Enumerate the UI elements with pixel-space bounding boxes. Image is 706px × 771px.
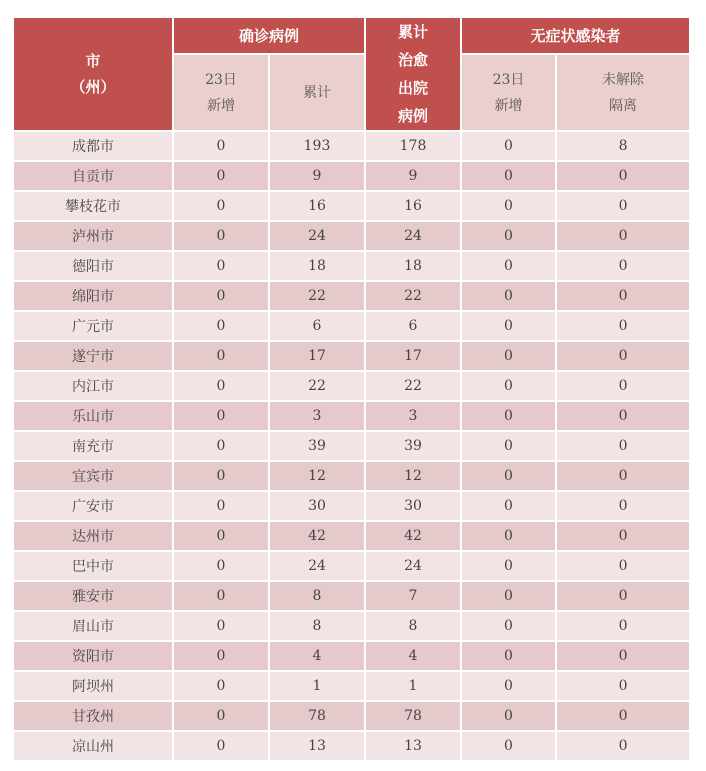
cell-asymptomatic-new: 0 (461, 581, 556, 611)
cell-asymptomatic-isolated: 0 (556, 191, 690, 221)
cell-asymptomatic-isolated: 0 (556, 641, 690, 671)
cell-confirmed-new: 0 (173, 401, 269, 431)
cell-confirmed-new: 0 (173, 191, 269, 221)
cell-cured: 24 (365, 551, 461, 581)
table-row (13, 371, 690, 401)
cell-asymptomatic-isolated: 0 (556, 731, 690, 761)
table-row (13, 461, 690, 491)
cell-asymptomatic-new: 0 (461, 251, 556, 281)
cell-asymptomatic-new: 0 (461, 641, 556, 671)
cell-confirmed-total: 17 (269, 341, 365, 371)
cell-asymptomatic-isolated: 0 (556, 251, 690, 281)
cell-confirmed-total: 24 (269, 551, 365, 581)
cell-city: 达州市 (13, 521, 173, 551)
table-body (13, 131, 690, 761)
cell-asymptomatic-new: 0 (461, 311, 556, 341)
cell-cured: 12 (365, 461, 461, 491)
cell-confirmed-new: 0 (173, 521, 269, 551)
cell-asymptomatic-new: 0 (461, 551, 556, 581)
cell-confirmed-new: 0 (173, 281, 269, 311)
cell-cured: 24 (365, 221, 461, 251)
cell-confirmed-total: 13 (269, 731, 365, 761)
cell-cured: 6 (365, 311, 461, 341)
header-cured-line: 治愈 (398, 51, 429, 69)
cell-asymptomatic-new: 0 (461, 191, 556, 221)
header-asymptomatic-isolated (556, 54, 690, 131)
cell-confirmed-new: 0 (173, 551, 269, 581)
cell-asymptomatic-new: 0 (461, 671, 556, 701)
cell-cured: 30 (365, 491, 461, 521)
cell-confirmed-total: 24 (269, 221, 365, 251)
cell-city: 阿坝州 (13, 671, 173, 701)
cell-confirmed-new: 0 (173, 671, 269, 701)
cell-confirmed-new: 0 (173, 341, 269, 371)
header-confirmed-new-line: 23日 (205, 71, 237, 88)
table-row (13, 521, 690, 551)
cell-city: 眉山市 (13, 611, 173, 641)
cell-cured: 16 (365, 191, 461, 221)
cell-confirmed-total: 9 (269, 161, 365, 191)
cell-asymptomatic-isolated: 0 (556, 551, 690, 581)
cell-confirmed-new: 0 (173, 131, 269, 161)
cell-confirmed-new: 0 (173, 371, 269, 401)
cell-asymptomatic-isolated: 0 (556, 671, 690, 701)
header-confirmed-total: 累计 (269, 54, 365, 131)
table-row (13, 731, 690, 761)
cell-cured: 178 (365, 131, 461, 161)
table-row (13, 191, 690, 221)
table-row (13, 431, 690, 461)
header-asymptomatic-group: 无症状感染者 (461, 17, 690, 54)
cell-asymptomatic-new: 0 (461, 371, 556, 401)
cell-city: 德阳市 (13, 251, 173, 281)
cell-city: 内江市 (13, 371, 173, 401)
cell-asymptomatic-isolated: 0 (556, 581, 690, 611)
cell-asymptomatic-isolated: 0 (556, 221, 690, 251)
cell-cured: 3 (365, 401, 461, 431)
cell-confirmed-new: 0 (173, 461, 269, 491)
cell-cured: 17 (365, 341, 461, 371)
cell-asymptomatic-new: 0 (461, 221, 556, 251)
cell-cured: 9 (365, 161, 461, 191)
cell-asymptomatic-new: 0 (461, 461, 556, 491)
header-asymptomatic-new (461, 54, 556, 131)
cell-asymptomatic-new: 0 (461, 401, 556, 431)
table-row (13, 701, 690, 731)
cell-cured: 22 (365, 371, 461, 401)
table-row (13, 611, 690, 641)
cell-cured: 8 (365, 611, 461, 641)
cell-confirmed-new: 0 (173, 311, 269, 341)
table-row (13, 341, 690, 371)
header-cured-line: 病例 (398, 107, 429, 125)
cell-city: 巴中市 (13, 551, 173, 581)
cell-confirmed-total: 3 (269, 401, 365, 431)
cell-asymptomatic-new: 0 (461, 611, 556, 641)
cell-cured: 4 (365, 641, 461, 671)
cell-confirmed-new: 0 (173, 731, 269, 761)
cell-confirmed-total: 78 (269, 701, 365, 731)
cell-cured: 18 (365, 251, 461, 281)
cell-confirmed-total: 30 (269, 491, 365, 521)
cell-asymptomatic-isolated: 0 (556, 431, 690, 461)
header-cured (365, 17, 461, 131)
cell-confirmed-total: 1 (269, 671, 365, 701)
cell-asymptomatic-new: 0 (461, 281, 556, 311)
cell-confirmed-total: 8 (269, 581, 365, 611)
cell-confirmed-total: 193 (269, 131, 365, 161)
cell-asymptomatic-new: 0 (461, 731, 556, 761)
cell-cured: 7 (365, 581, 461, 611)
table-row (13, 131, 690, 161)
table-row (13, 581, 690, 611)
cell-confirmed-new: 0 (173, 251, 269, 281)
header-city (13, 17, 173, 131)
cell-asymptomatic-isolated: 0 (556, 311, 690, 341)
cell-asymptomatic-new: 0 (461, 491, 556, 521)
cell-confirmed-new: 0 (173, 161, 269, 191)
cell-asymptomatic-isolated: 0 (556, 521, 690, 551)
table-row (13, 221, 690, 251)
header-city-line: （州） (70, 78, 116, 96)
cell-confirmed-new: 0 (173, 701, 269, 731)
cell-cured: 22 (365, 281, 461, 311)
cell-asymptomatic-isolated: 0 (556, 281, 690, 311)
table-row (13, 551, 690, 581)
header-confirmed-new-line: 新增 (207, 97, 235, 114)
cell-city: 资阳市 (13, 641, 173, 671)
cell-confirmed-total: 6 (269, 311, 365, 341)
cell-confirmed-new: 0 (173, 491, 269, 521)
table-row (13, 671, 690, 701)
cell-confirmed-new: 0 (173, 641, 269, 671)
cell-asymptomatic-isolated: 8 (556, 131, 690, 161)
cell-confirmed-total: 12 (269, 461, 365, 491)
table-row (13, 401, 690, 431)
cell-city: 绵阳市 (13, 281, 173, 311)
cell-asymptomatic-new: 0 (461, 701, 556, 731)
table-row (13, 161, 690, 191)
cell-confirmed-total: 39 (269, 431, 365, 461)
cell-asymptomatic-isolated: 0 (556, 701, 690, 731)
cell-city: 攀枝花市 (13, 191, 173, 221)
cell-asymptomatic-isolated: 0 (556, 371, 690, 401)
table-row (13, 641, 690, 671)
table-row (13, 311, 690, 341)
cell-confirmed-new: 0 (173, 581, 269, 611)
header-confirmed-group: 确诊病例 (173, 17, 365, 54)
cell-asymptomatic-new: 0 (461, 431, 556, 461)
cell-confirmed-new: 0 (173, 431, 269, 461)
table-row (13, 281, 690, 311)
cell-confirmed-total: 8 (269, 611, 365, 641)
header-confirmed-new (173, 54, 269, 131)
cell-city: 自贡市 (13, 161, 173, 191)
header-city-line: 市 (85, 52, 101, 70)
cell-city: 南充市 (13, 431, 173, 461)
cell-confirmed-total: 16 (269, 191, 365, 221)
cell-confirmed-total: 18 (269, 251, 365, 281)
cell-asymptomatic-new: 0 (461, 161, 556, 191)
cell-city: 泸州市 (13, 221, 173, 251)
header-asymptomatic-new-line: 新增 (494, 97, 523, 114)
cell-city: 雅安市 (13, 581, 173, 611)
cell-asymptomatic-isolated: 0 (556, 341, 690, 371)
cell-confirmed-total: 22 (269, 281, 365, 311)
cell-asymptomatic-isolated: 0 (556, 161, 690, 191)
header-asymptomatic-new-line: 23日 (492, 71, 525, 88)
cell-asymptomatic-new: 0 (461, 131, 556, 161)
header-cured-line: 累计 (398, 23, 429, 41)
cell-asymptomatic-isolated: 0 (556, 461, 690, 491)
header-cured-line: 出院 (398, 79, 429, 97)
cell-cured: 1 (365, 671, 461, 701)
epidemic-stats-table (12, 16, 691, 762)
table-row (13, 251, 690, 281)
header-asymptomatic-isolated-line: 隔离 (609, 97, 638, 114)
table-row (13, 491, 690, 521)
cell-asymptomatic-new: 0 (461, 521, 556, 551)
cell-confirmed-total: 42 (269, 521, 365, 551)
cell-city: 广元市 (13, 311, 173, 341)
cell-asymptomatic-isolated: 0 (556, 401, 690, 431)
cell-city: 成都市 (13, 131, 173, 161)
cell-cured: 39 (365, 431, 461, 461)
cell-confirmed-new: 0 (173, 611, 269, 641)
cell-confirmed-total: 4 (269, 641, 365, 671)
cell-confirmed-total: 22 (269, 371, 365, 401)
cell-city: 遂宁市 (13, 341, 173, 371)
cell-cured: 13 (365, 731, 461, 761)
cell-asymptomatic-isolated: 0 (556, 611, 690, 641)
cell-city: 宜宾市 (13, 461, 173, 491)
cell-city: 甘孜州 (13, 701, 173, 731)
cell-asymptomatic-isolated: 0 (556, 491, 690, 521)
cell-confirmed-new: 0 (173, 221, 269, 251)
cell-city: 乐山市 (13, 401, 173, 431)
cell-city: 广安市 (13, 491, 173, 521)
cell-cured: 42 (365, 521, 461, 551)
cell-cured: 78 (365, 701, 461, 731)
cell-city: 凉山州 (13, 731, 173, 761)
cell-asymptomatic-new: 0 (461, 341, 556, 371)
header-asymptomatic-isolated-line: 未解除 (602, 71, 645, 88)
